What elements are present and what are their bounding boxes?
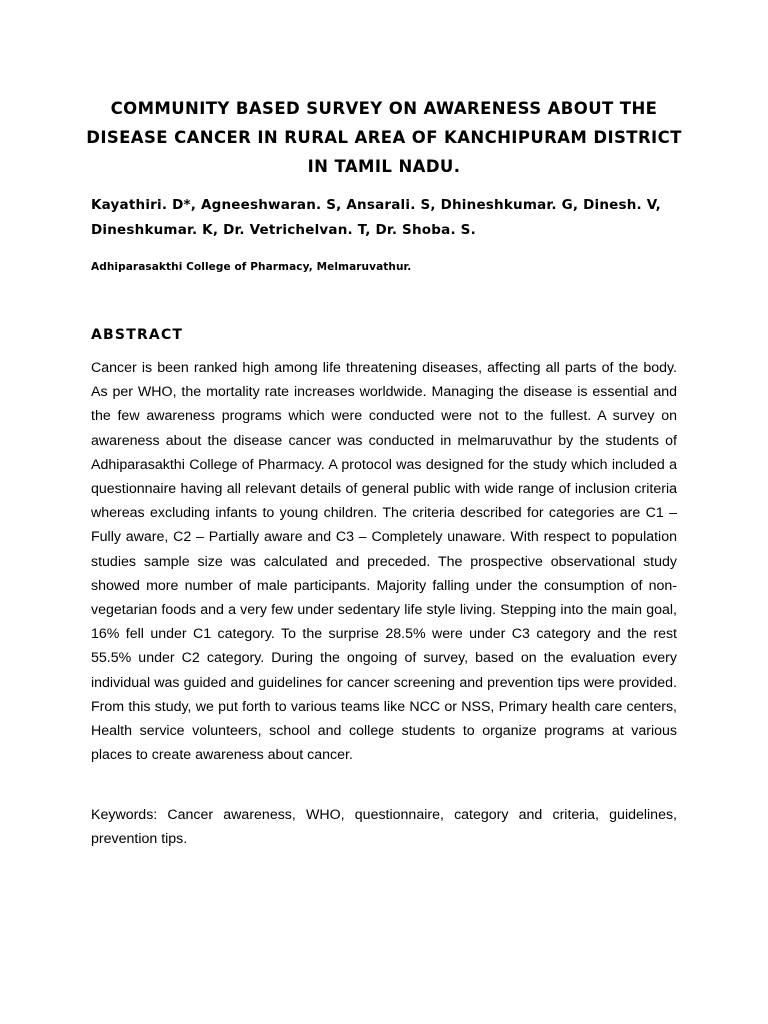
author-list: Kayathiri. D*, Agneeshwaran. S, Ansarali. S, Dhineshkumar. G, Dinesh. V, Dineshkumar. K, Dr. Vetrichelvan. T, Dr. Shoba. S. [91, 197, 661, 238]
abstract-heading: ABSTRACT [91, 327, 184, 343]
keywords: Keywords: Cancer awareness, WHO, questionnaire, category and criteria, guidelines, prevention tips. [91, 807, 677, 848]
abstract-body: Cancer is been ranked high among life threatening diseases, affecting all parts of the body. As per WHO, the mortality rate increases worldwide. Managing the disease is essential and the few awareness programs which were conducted were not to the fullest. A survey on awareness about the disease cancer was conducted in melmaruvathur by the students of Adhiparasakthi College of Pharmacy. A protocol was designed for the study which included a questionnaire having all relevant details of general public with wide range of inclusion criteria whereas excluding infants to young children. The criteria described for categories are C1 – Fully aware, C2 – Partially aware and C3 – Completely unaware. With respect to population studies sample size was calculated and preceded. The prospective observational study showed more number of male participants. Majority falling under the consumption of non-vegetarian foods and a very few under sedentary life style living. Stepping into the main goal, 16% fell under C1 category. To the surprise 28.5% were under C3 category and the rest 55.5% under C2 category. During the ongoing of survey, based on the evaluation every individual was guided and guidelines for cancer screening and prevention tips were provided. From this study, we put forth to various teams like NCC or NSS, Primary health care centers, Health service volunteers, school and college students to organize programs at various places to create awareness about cancer. [91, 360, 677, 764]
affiliation: Adhiparasakthi College of Pharmacy, Melmaruvathur. [91, 261, 412, 273]
paper-title: COMMUNITY BASED SURVEY ON AWARENESS ABOUT THE DISEASE CANCER IN RURAL AREA OF KANCHIPURAM DISTRICT IN TAMIL NADU. [86, 99, 682, 176]
